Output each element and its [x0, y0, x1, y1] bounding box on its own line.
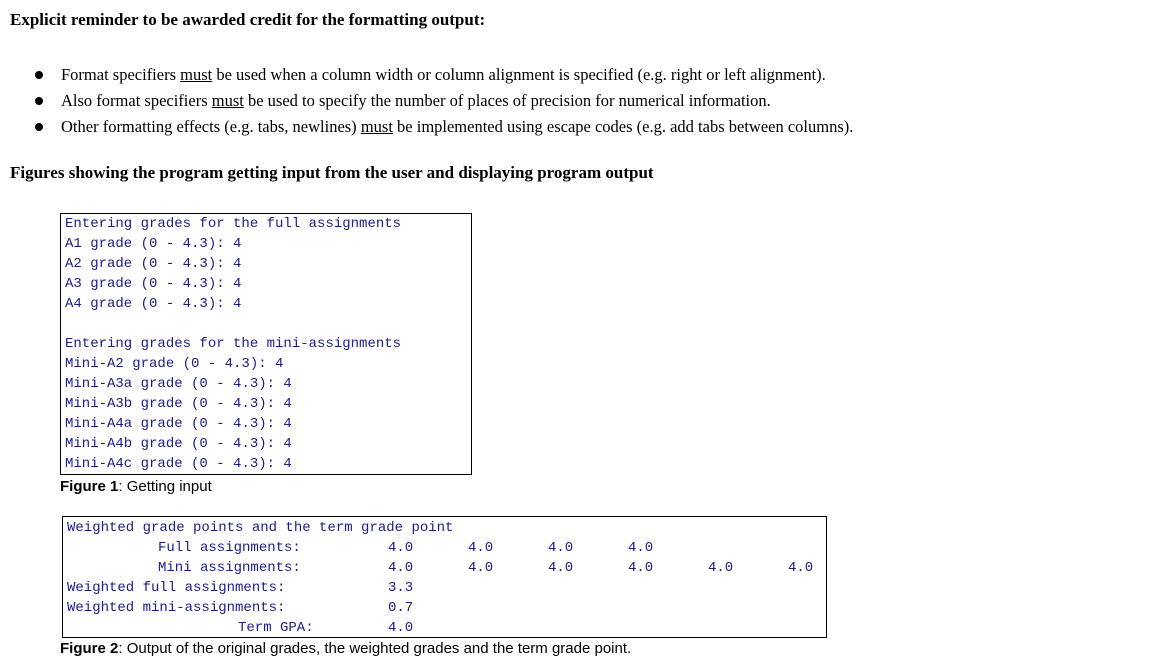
formatting-requirements-list — [35, 62, 853, 140]
full-assignments-row — [67, 538, 826, 558]
mini-value: 4.0 — [548, 560, 574, 576]
console-line: Mini-A2 grade (0 - 4.3): 4 — [65, 356, 284, 372]
mini-value: 4.0 — [708, 560, 734, 576]
full-value: 4.0 — [628, 540, 654, 556]
console-line: Mini-A4a grade (0 - 4.3): 4 — [65, 416, 292, 432]
console-line: Mini-A3a grade (0 - 4.3): 4 — [65, 376, 292, 392]
mini-value: 4.0 — [468, 560, 494, 576]
console-line: Mini-A4c grade (0 - 4.3): 4 — [65, 456, 292, 472]
console-line: Entering grades for the mini-assignments — [65, 336, 402, 352]
output-title: Weighted grade points and the term grade point — [67, 520, 454, 536]
weighted-mini-label: Weighted mini-assignments: — [67, 600, 286, 616]
full-value: 4.0 — [468, 540, 494, 556]
bullet-icon — [35, 71, 43, 79]
list-item: Other formatting effects (e.g. tabs, newlines) must be implemented using escape codes (e.g. add tabs between columns). — [35, 114, 853, 140]
list-item: Also format specifiers must be used to specify the number of places of precision for numerical information. — [35, 88, 853, 114]
bullet-icon — [35, 123, 43, 131]
figure1-console — [60, 213, 472, 475]
console-line: A4 grade (0 - 4.3): 4 — [65, 296, 242, 312]
figure1-caption: Figure 1: Getting input — [60, 478, 212, 495]
console-line: A2 grade (0 - 4.3): 4 — [65, 256, 242, 272]
console-line — [65, 314, 471, 334]
console-line: Entering grades for the full assignments — [65, 216, 402, 232]
mini-value: 4.0 — [628, 560, 654, 576]
term-gpa-label: Term GPA: — [238, 620, 314, 636]
term-gpa-value: 4.0 — [388, 620, 414, 636]
console-line: Mini-A4b grade (0 - 4.3): 4 — [65, 436, 292, 452]
console-line: A1 grade (0 - 4.3): 4 — [65, 236, 242, 252]
bullet-icon — [35, 97, 43, 105]
figure2-caption: Figure 2: Output of the original grades, the weighted grades and the term grade point. — [60, 640, 632, 657]
full-assignments-label: Full assignments: — [158, 540, 301, 556]
mini-assignments-row — [67, 558, 826, 578]
full-value: 4.0 — [388, 540, 414, 556]
weighted-full-value: 3.3 — [388, 580, 414, 596]
weighted-mini-value: 0.7 — [388, 600, 414, 616]
reminder-heading: Explicit reminder to be awarded credit for the formatting output: — [10, 10, 486, 29]
list-item: Format specifiers must be used when a column width or column alignment is specified (e.g. right or left alignment). — [35, 62, 853, 88]
full-value: 4.0 — [548, 540, 574, 556]
term-gpa-row — [67, 618, 826, 638]
console-line: A3 grade (0 - 4.3): 4 — [65, 276, 242, 292]
mini-value: 4.0 — [388, 560, 414, 576]
weighted-full-label: Weighted full assignments: — [67, 580, 286, 596]
mini-value: 4.0 — [788, 560, 814, 576]
mini-assignments-label: Mini assignments: — [158, 560, 301, 576]
weighted-full-row — [67, 578, 826, 598]
figure2-console — [62, 516, 827, 638]
weighted-mini-row — [67, 598, 826, 618]
console-line: Mini-A3b grade (0 - 4.3): 4 — [65, 396, 292, 412]
console-title-row — [67, 518, 826, 538]
figures-heading: Figures showing the program getting input from the user and displaying program output — [10, 163, 654, 182]
